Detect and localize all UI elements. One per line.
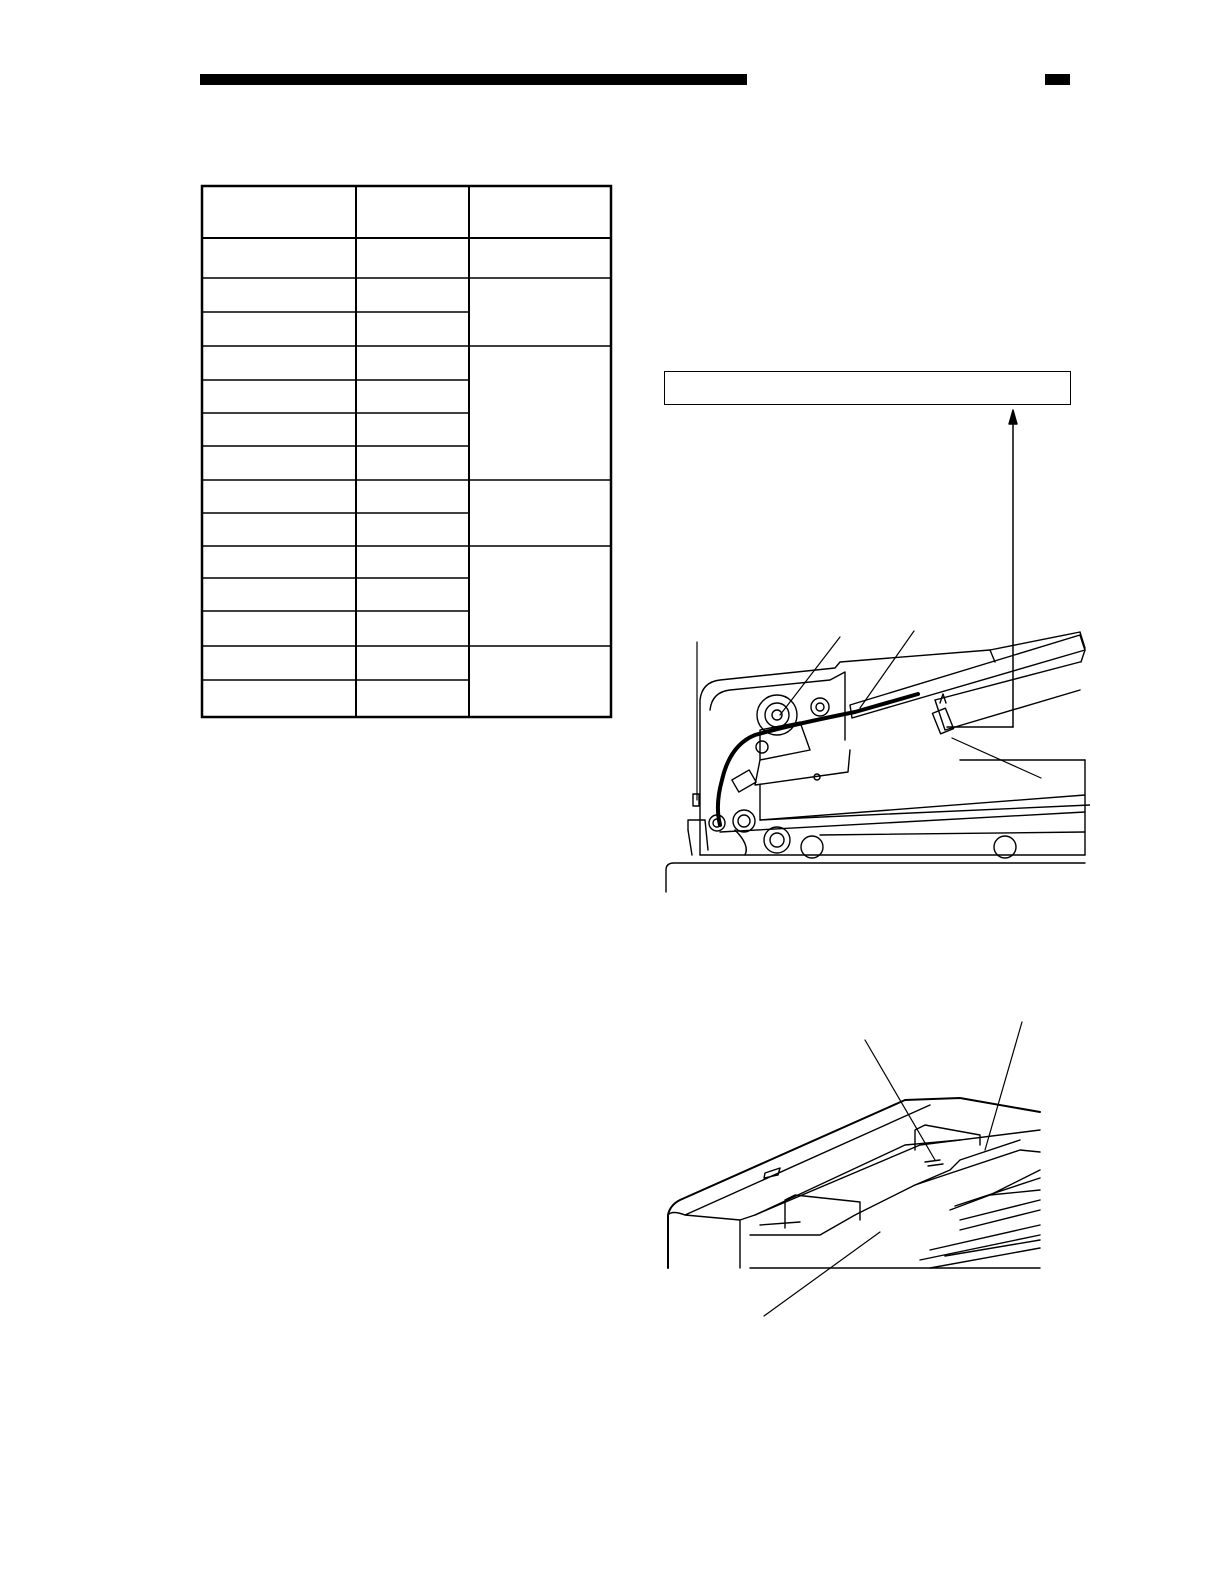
sensor — [693, 794, 699, 806]
leader-line — [764, 1232, 880, 1316]
sensor — [732, 770, 756, 792]
leader-line — [985, 1022, 1022, 1150]
feeder-cross-section — [660, 400, 1090, 895]
sensor — [932, 708, 953, 734]
leader-line — [952, 738, 1041, 778]
header-rule — [200, 74, 747, 85]
table-border — [202, 186, 611, 717]
feeder-tray-perspective — [660, 1010, 1050, 1330]
leader-line — [780, 637, 840, 715]
spec-table — [200, 184, 614, 720]
page-tab — [1045, 74, 1070, 85]
arrow-head — [1009, 410, 1017, 424]
